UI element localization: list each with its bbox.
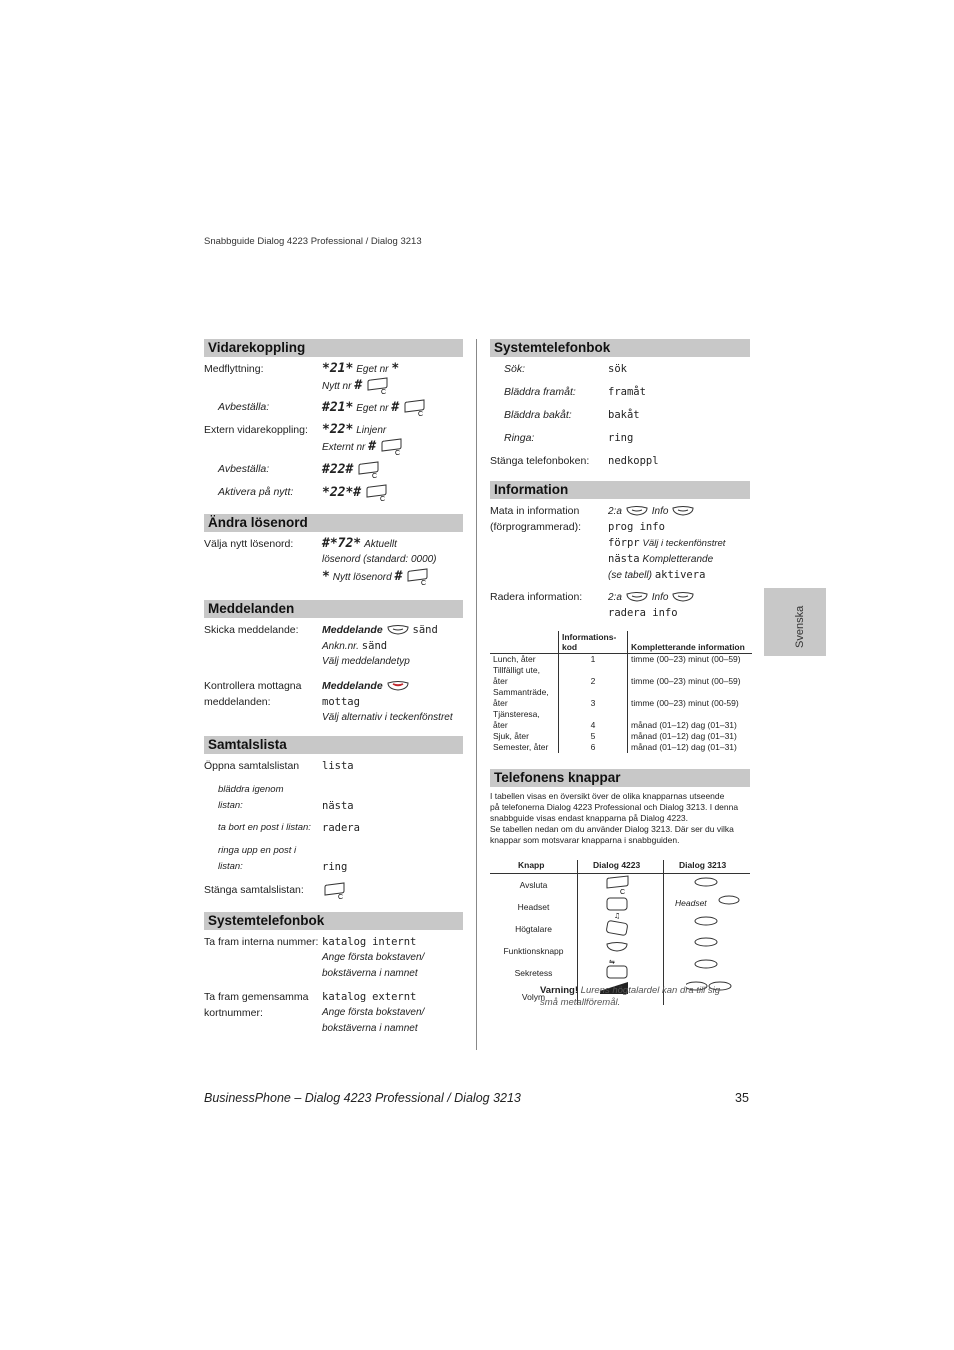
dialog4223-header: Dialog 4223 xyxy=(593,860,641,870)
hash-key: # xyxy=(354,377,363,393)
bokstaverna-text-2: bokstäverna i namnet xyxy=(322,1023,418,1034)
interna-nummer-label: Ta fram interna nummer: xyxy=(204,936,319,948)
table-cell: månad (01–12) dag (01–31) xyxy=(628,731,753,742)
losenord-standard-text: lösenord (standard: 0000) xyxy=(322,554,437,565)
section-title-vidarekoppling: Vidarekoppling xyxy=(204,339,463,357)
bladdra-label-2: listan: xyxy=(218,800,243,811)
table-cell: månad (01–12) dag (01–31) xyxy=(628,709,753,731)
clear-key-icon xyxy=(364,484,390,502)
externt-softkey: externt xyxy=(372,991,417,1003)
function-key-icon xyxy=(671,591,695,603)
bladdra-fram-label: Bläddra framåt: xyxy=(504,386,576,398)
katalog-softkey-2: katalog xyxy=(322,991,367,1003)
ring-softkey-right: ring xyxy=(608,432,634,444)
section-title-losenord: Ändra lösenord xyxy=(204,514,463,532)
c-label: C xyxy=(620,889,626,896)
avbestalla-label-2: Avbeställa: xyxy=(218,463,270,475)
aktuellt-text: Aktuellt xyxy=(364,539,397,550)
info-text-2: Info xyxy=(651,592,669,603)
star-key-2: * xyxy=(322,568,330,584)
table-row xyxy=(490,709,752,731)
svg-text:♫: ♫ xyxy=(614,912,621,920)
sok-label: Sök: xyxy=(504,363,526,375)
externt-nr-text: Externt nr xyxy=(322,441,366,453)
prog-info-softkey: prog info xyxy=(608,521,665,533)
table-header: Informations-kod xyxy=(559,631,628,654)
skicka-meddelande-label: Skicka meddelande: xyxy=(204,624,299,636)
oppna-samtalslistan-label: Öppna samtalslistan xyxy=(204,760,300,772)
svg-text:C: C xyxy=(421,580,427,586)
table-header: Kompletterande information xyxy=(628,631,753,654)
framat-softkey: framåt xyxy=(608,386,646,398)
table-cell: 5 xyxy=(559,731,628,742)
mata-in-label-1: Mata in information xyxy=(490,505,580,517)
right-column xyxy=(490,339,750,1008)
medflyttning-code: *21* xyxy=(322,361,354,376)
knapp-avsluta: Avsluta xyxy=(519,880,548,890)
table-cell: Tjänsteresa, åter xyxy=(493,709,540,730)
table-row xyxy=(490,654,752,666)
knapp-hogtalare: Högtalare xyxy=(515,924,552,934)
extern-vidarekoppling-label: Extern vidarekoppling: xyxy=(204,424,308,436)
hash-key-2: # xyxy=(391,399,400,415)
table-cell: 6 xyxy=(559,742,628,753)
knapp-volym: Volym xyxy=(521,992,546,1002)
hash-key-3: # xyxy=(368,438,377,454)
table-cell: 1 xyxy=(559,654,628,666)
function-key-icon xyxy=(625,505,649,517)
language-tab xyxy=(764,588,826,656)
valja-losenord-label: Välja nytt lösenord: xyxy=(204,538,294,550)
radera-softkey: radera xyxy=(322,822,360,834)
ange-forsta-text-2: Ange första bokstaven/ xyxy=(322,1007,425,1018)
message-key-icon xyxy=(386,680,410,692)
section-title-meddelanden: Meddelanden xyxy=(204,600,463,618)
stanga-samtalslistan-label: Stänga samtalslistan: xyxy=(204,884,304,896)
losenord-code: #*72* xyxy=(322,536,362,551)
bakat-softkey: bakåt xyxy=(608,409,640,421)
clear-key-icon xyxy=(322,882,348,900)
sand-softkey-2: sänd xyxy=(361,640,388,652)
aktivera-softkey: aktivera xyxy=(654,569,706,581)
avbestalla2-code: #22# xyxy=(322,461,354,477)
intro-line: snabbguide visas endast knapparna på Dialog 4223. xyxy=(490,813,689,823)
section-title-systemtelefonbok-left: Systemtelefonbok xyxy=(204,912,463,930)
lista-softkey: lista xyxy=(322,760,354,772)
ringa-label-1: ringa upp en post i xyxy=(218,845,297,856)
gemensamma-label-2: kortnummer: xyxy=(204,1007,263,1019)
kontrollera-label-1: Kontrollera mottagna xyxy=(204,680,302,692)
internt-softkey: internt xyxy=(372,936,417,948)
left-column xyxy=(204,339,463,1039)
section-title-information: Information xyxy=(490,481,750,499)
nasta-softkey: nästa xyxy=(322,800,354,812)
nedkoppl-softkey: nedkoppl xyxy=(608,455,659,467)
table-cell: Lunch, åter xyxy=(493,654,536,664)
table-cell: 2 xyxy=(559,665,628,687)
page-number: 35 xyxy=(735,1091,749,1105)
nytt-nr-text: Nytt nr xyxy=(322,380,352,392)
intro-line: på telefonerna Dialog 4223 Professional och Dialog 3213. I denna xyxy=(490,802,739,812)
radera-information-label: Radera information: xyxy=(490,591,583,603)
valj-alternativ-text: Välj alternativ i teckenfönstret xyxy=(322,712,453,723)
knapp-header: Knapp xyxy=(518,860,545,870)
table-cell: timme (00–23) minut (00–59) xyxy=(628,654,753,666)
clear-key-icon xyxy=(402,399,428,417)
knapp-headset: Headset xyxy=(517,902,550,912)
table-cell: Tillfälligt ute, åter xyxy=(493,665,540,686)
linjenr-text: Linjenr xyxy=(356,425,387,436)
meddelande-key-text: Meddelande xyxy=(322,624,383,636)
knapp-funktionsknapp: Funktionsknapp xyxy=(503,946,564,956)
warning-label: Varning! xyxy=(540,985,579,996)
intro-line: Se tabellen nedan om du använder Dialog 3213. Där ser du vilka xyxy=(490,824,734,834)
svg-text:C: C xyxy=(380,496,386,502)
table-row xyxy=(490,665,752,687)
clear-key-icon xyxy=(356,461,382,479)
bladdra-bak-label: Bläddra bakåt: xyxy=(504,409,572,421)
running-header: Snabbguide Dialog 4223 Professional / Dialog 3213 xyxy=(204,236,422,247)
knappar-intro xyxy=(490,791,750,846)
stanga-telefonboken-label: Stänga telefonboken: xyxy=(490,455,590,467)
table-cell: Sammanträde, åter xyxy=(493,687,549,708)
valj-teckenfonstret-text: Välj i teckenfönstret xyxy=(642,538,726,549)
table-cell: Semester, åter xyxy=(493,742,549,752)
intro-line: knappar som motsvarar knapparna i snabbguiden. xyxy=(490,835,680,845)
aktivera-code: *22*# xyxy=(322,484,362,500)
bladdra-label-1: bläddra igenom xyxy=(218,784,284,795)
function-key-icon xyxy=(386,624,410,636)
se-tabell-text: (se tabell) xyxy=(608,570,652,581)
eget-nr-text-2: Eget nr xyxy=(356,402,389,414)
katalog-softkey: katalog xyxy=(322,936,367,948)
clear-key-icon xyxy=(379,438,405,456)
ring-softkey: ring xyxy=(322,861,348,873)
sand-softkey: sänd xyxy=(412,624,438,636)
warning-note xyxy=(540,985,750,1009)
forpr-softkey: förpr xyxy=(608,537,640,549)
information-code-table xyxy=(490,631,752,753)
function-key-icon xyxy=(625,591,649,603)
dialog3213-header: Dialog 3213 xyxy=(679,860,727,870)
svg-text:C: C xyxy=(418,411,424,417)
clear-key-icon xyxy=(405,568,431,586)
ankn-text: Ankn.nr. xyxy=(322,641,359,652)
svg-text:⇋: ⇋ xyxy=(609,958,615,966)
ringa-label: Ringa: xyxy=(504,432,535,444)
ange-forsta-text: Ange första bokstaven/ xyxy=(322,952,425,963)
extern-code: *22* xyxy=(322,422,354,437)
knapp-sekretess: Sekretess xyxy=(514,968,553,978)
nytt-losenord-text: Nytt lösenord xyxy=(332,571,392,583)
svg-text:C: C xyxy=(338,894,344,900)
table-cell: 3 xyxy=(559,687,628,709)
mottag-softkey: mottag xyxy=(322,696,360,708)
clear-key-icon xyxy=(365,377,391,395)
table-cell: Sjuk, åter xyxy=(493,731,529,741)
radera-info-softkey: radera info xyxy=(608,607,678,619)
kontrollera-label-2: meddelanden: xyxy=(204,696,271,708)
footer-title: BusinessPhone – Dialog 4223 Professional / Dialog 3213 xyxy=(204,1091,521,1105)
svg-text:C: C xyxy=(372,473,378,479)
language-tab-label: Svenska xyxy=(794,605,806,648)
table-cell: 4 xyxy=(559,709,628,731)
hash-key-4: # xyxy=(394,568,403,584)
eget-nr-text: Eget nr xyxy=(356,364,389,375)
table-row xyxy=(490,742,752,753)
function-key-icon xyxy=(671,505,695,517)
info-text: Info xyxy=(651,506,669,517)
bokstaverna-text: bokstäverna i namnet xyxy=(322,968,418,979)
intro-line: I tabellen visas en översikt över de olika knapparnas utseende xyxy=(490,791,725,801)
sok-softkey: sök xyxy=(608,363,627,375)
nasta-softkey-right: nästa xyxy=(608,553,640,565)
gemensamma-label-1: Ta fram gemensamma xyxy=(204,991,309,1003)
mata-in-label-2: (förprogrammerad): xyxy=(490,521,582,533)
warning-text-2: små metallföremål. xyxy=(540,997,621,1008)
avbestalla-code: #21* xyxy=(322,399,354,415)
medflyttning-label: Medflyttning: xyxy=(204,363,264,375)
table-header xyxy=(490,631,559,654)
star-key: * xyxy=(391,361,400,376)
table-row xyxy=(490,687,752,709)
column-divider xyxy=(476,339,477,1050)
meddelande-key-text-2: Meddelande xyxy=(322,680,383,692)
aktivera-label: Aktivera på nytt: xyxy=(218,486,294,498)
section-title-knappar: Telefonens knappar xyxy=(490,769,750,787)
button-comparison-table xyxy=(490,860,750,1008)
svg-text:C: C xyxy=(395,450,401,456)
two-a-text: 2:a xyxy=(608,506,622,517)
headset-3213-text: Headset xyxy=(675,898,707,908)
section-title-samtalslista: Samtalslista xyxy=(204,736,463,754)
warning-text-1: Lurens högtalardel kan dra till sig xyxy=(580,985,721,996)
ta-bort-label: ta bort en post i listan: xyxy=(218,822,311,833)
table-cell: timme (00–23) minut (00–59) xyxy=(628,665,753,687)
ringa-label-2: listan: xyxy=(218,861,243,872)
two-a-text-2: 2:a xyxy=(608,592,622,603)
table-cell: timme (00–23) minut (00-59) xyxy=(628,687,753,709)
valj-meddelandetyp-text: Välj meddelandetyp xyxy=(322,656,410,667)
section-title-systemtelefonbok-right: Systemtelefonbok xyxy=(490,339,750,357)
table-row xyxy=(490,731,752,742)
table-cell: månad (01–12) dag (01–31) xyxy=(628,742,753,753)
c-label: C xyxy=(381,389,387,395)
avbestalla-label: Avbeställa: xyxy=(218,401,270,413)
kompletterande-text: Kompletterande xyxy=(642,554,714,565)
